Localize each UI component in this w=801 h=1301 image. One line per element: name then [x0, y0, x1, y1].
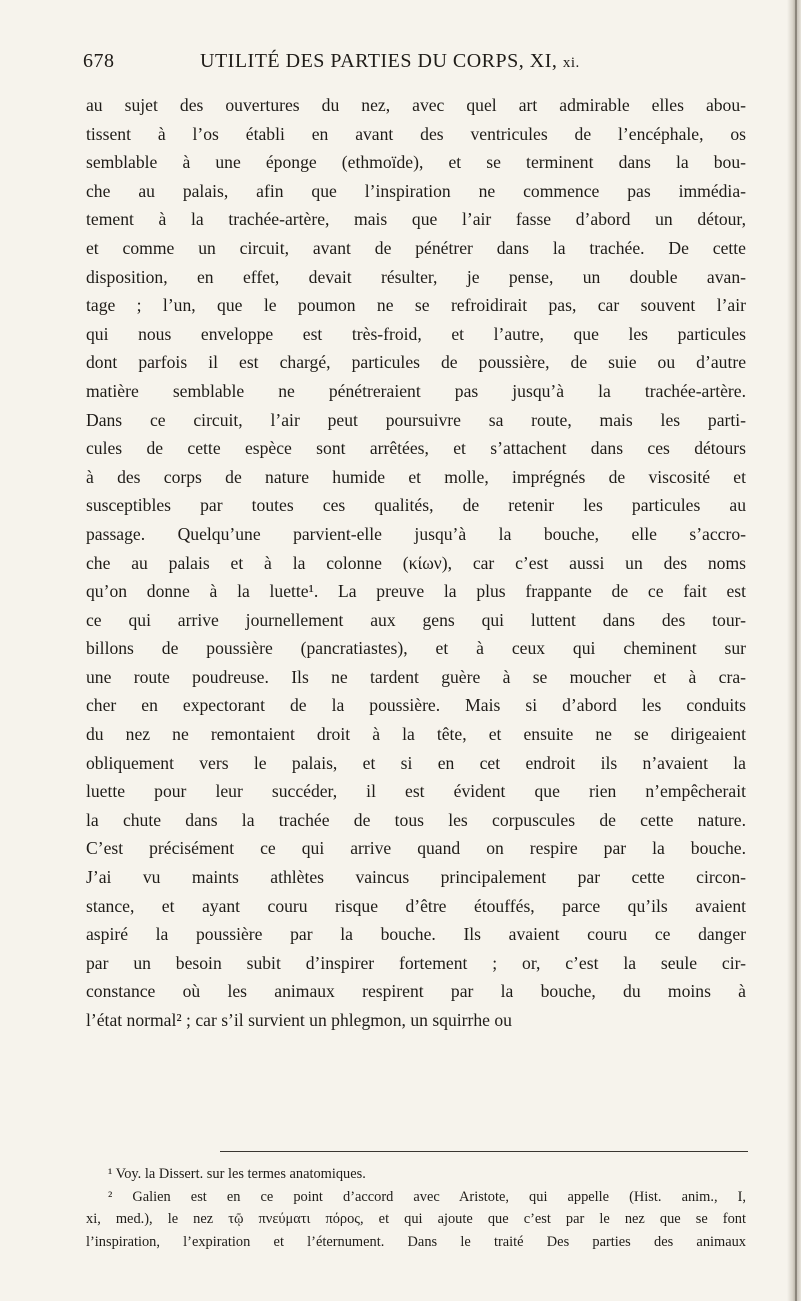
text-line: ce qui arrive journellement aux gens qui luttent dans des tour- — [86, 609, 746, 630]
text-line: dont parfois il est chargé, particules de poussière, de suie ou d’autre — [86, 352, 746, 373]
page-edge-line — [795, 0, 797, 1301]
body-text — [86, 91, 746, 1035]
page-header — [0, 50, 801, 80]
text-line: une route poudreuse. Ils ne tardent guère à se moucher et à cra- — [86, 666, 746, 687]
footnotes — [86, 1163, 746, 1253]
text-line: et comme un circuit, avant de pénétrer dans la trachée. De cette — [86, 237, 746, 258]
text-line: tement à la trachée-artère, mais que l’air fasse d’abord un détour, — [86, 209, 746, 230]
page-edge — [787, 0, 801, 1301]
text-line: billons de poussière (pancratiastes), et à ceux qui cheminent sur — [86, 638, 746, 659]
text-line: matière semblable ne pénétreraient pas jusqu’à la trachée-artère. — [86, 380, 746, 401]
text-line: luette pour leur succéder, il est évident que rien n’empêcherait — [86, 781, 746, 802]
footnote-1: ¹ Voy. la Dissert. sur les termes anatomiques. — [108, 1166, 366, 1182]
text-line: tage ; l’un, que le poumon ne se refroidirait pas, car souvent l’air — [86, 295, 746, 316]
text-line: constance où les animaux respirent par la bouche, du moins à — [86, 981, 746, 1002]
text-line: cules de cette espèce sont arrêtées, et s’attachent dans ces détours — [86, 438, 746, 459]
text-line: che au palais et à la colonne (κίων), car c’est aussi un des noms — [86, 552, 746, 573]
text-line: au sujet des ouvertures du nez, avec quel art admirable elles abou- — [86, 95, 746, 115]
running-title-main: UTILITÉ DES PARTIES DU CORPS, XI, — [200, 50, 563, 72]
text-line: disposition, en effet, devait résulter, je pense, un double avan- — [86, 266, 746, 287]
page-number: 678 — [83, 50, 115, 72]
running-title — [200, 50, 580, 73]
running-title-suffix: xi. — [562, 55, 580, 71]
text-line: aspiré la poussière par la bouche. Ils avaient couru ce danger — [86, 924, 746, 945]
text-line: J’ai vu maints athlètes vaincus principalement par cette circon- — [86, 867, 746, 888]
footnote-rule — [220, 1151, 748, 1152]
text-line: C’est précisément ce qui arrive quand on respire par la bouche. — [86, 838, 746, 859]
text-line: obliquement vers le palais, et si en cet endroit ils n’avaient la — [86, 752, 746, 773]
text-line: tissent à l’os établi en avant des ventricules de l’encéphale, os — [86, 123, 746, 144]
text-line: cher en expectorant de la poussière. Mais si d’abord les conduits — [86, 695, 746, 716]
text-line: semblable à une éponge (ethmoïde), et se terminent dans la bou- — [86, 152, 746, 173]
text-line: Dans ce circuit, l’air peut poursuivre sa route, mais les parti- — [86, 409, 746, 430]
text-line: la chute dans la trachée de tous les corpuscules de cette nature. — [86, 809, 746, 830]
text-line: l’état normal² ; car s’il survient un phlegmon, un squirrhe ou — [86, 1010, 512, 1030]
text-line: par un besoin subit d’inspirer fortement ; or, c’est la seule cir- — [86, 952, 746, 973]
text-line: che au palais, afin que l’inspiration ne commence pas immédia- — [86, 180, 746, 201]
text-line: qu’on donne à la luette¹. La preuve la plus frappante de ce fait est — [86, 581, 746, 602]
text-line: passage. Quelqu’une parvient-elle jusqu’à la bouche, elle s’accro- — [86, 523, 746, 544]
footnote-2: ² Galien est en ce point d’accord avec Aristote, qui appelle (Hist. anim., I, — [108, 1188, 746, 1205]
footnote-2-continued: xi, med.), le nez τῷ πνεύματι πόρος, et qui ajoute que c’est par le nez que se font — [86, 1211, 746, 1227]
footnote-2-continued: l’inspiration, l’expiration et l’éternument. Dans le traité Des parties des animaux — [86, 1233, 746, 1250]
text-line: qui nous enveloppe est très-froid, et l’autre, que les particules — [86, 323, 746, 344]
text-line: à des corps de nature humide et molle, imprégnés de viscosité et — [86, 466, 746, 487]
text-line: stance, et ayant couru risque d’être étouffés, parce qu’ils avaient — [86, 895, 746, 916]
text-line: susceptibles par toutes ces qualités, de retenir les particules au — [86, 495, 746, 516]
text-line: du nez ne remontaient droit à la tête, et ensuite ne se dirigeaient — [86, 724, 746, 745]
